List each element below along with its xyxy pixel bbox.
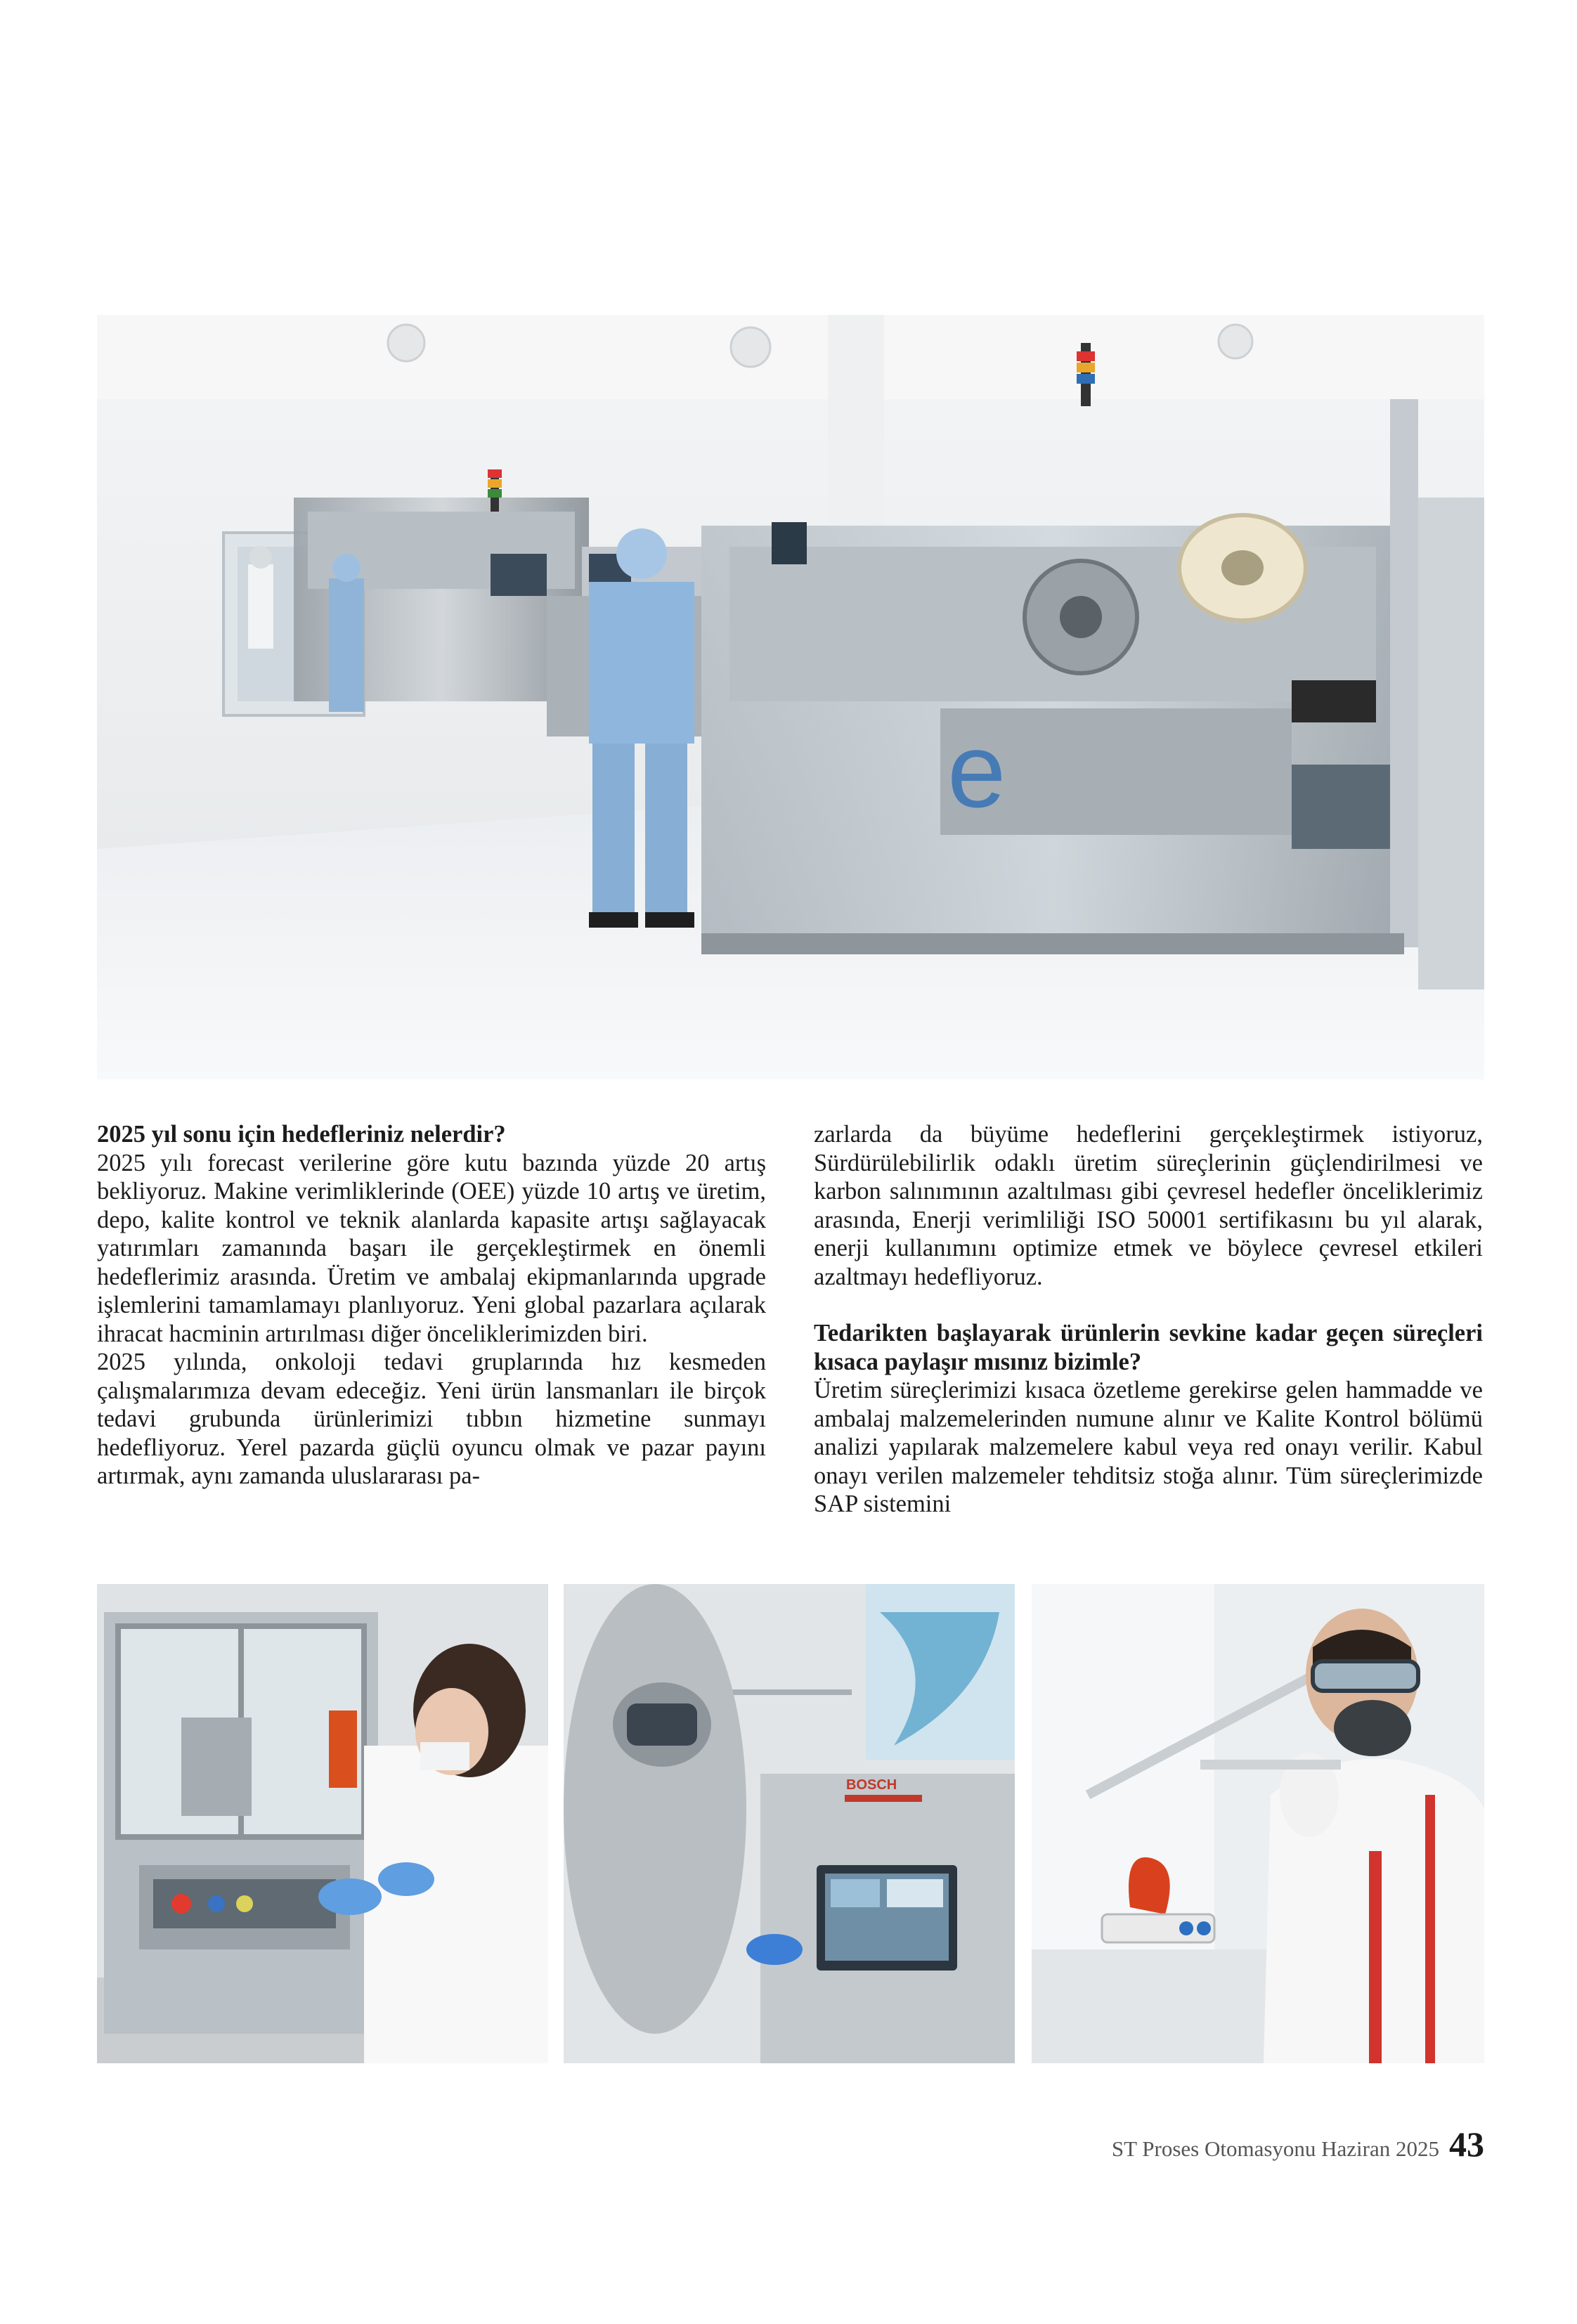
body-paragraph: 2025 yılında, onkoloji tedavi gruplarında hız kesmeden çalışmalarımıza devam edeceğiz. Yeni ürün lansmanları ile birçok tedavi grubunda ürünlerimizi tıbbın hizmetine sunmayı hedefliyoruz. Yerel pazarda güçlü oyuncu olmak ve pazar payını artırmak, aynı zamanda uluslararası pa- <box>97 1349 766 1489</box>
photo-operator-touch-panel <box>564 1584 1015 2063</box>
page-number: 43 <box>1449 2124 1484 2164</box>
photo-lab-technician-protective-suit <box>1032 1584 1484 2063</box>
bosch-brand-label: BOSCH <box>846 1777 897 1793</box>
body-paragraph: zarlarda da büyüme hedeflerini gerçekleştirmek istiyoruz, Sürdürülebilirlik odaklı üretim süreçlerinin güçlendirilmesi ve karbon salınımının azaltılması gibi çevresel hedefler önceliklerimiz arasında, Enerji verimliliği ISO 50001 sertifikasını bu yıl alarak, enerji kullanımını optimize etmek ve böylece çevresel etkileri azaltmayı hedefliyoruz. <box>814 1121 1483 1290</box>
article-column-right <box>814 1120 1483 1519</box>
body-paragraph: Üretim süreçlerimizi kısaca özetleme gerekirse gelen hammadde ve ambalaj malzemelerinden numune alınır ve Kalite Kontrol bölümü analizi yapılarak malzemelere kabul veya red onayı verilir. Kabul onayı verilen malzemeler tehditsiz stoğa alınır. Tüm süreçlerimizde SAP sistemini <box>814 1377 1483 1517</box>
page-footer <box>1112 2124 1484 2164</box>
article-column-left <box>97 1120 766 1491</box>
question-heading: 2025 yıl sonu için hedefleriniz nelerdir? <box>97 1121 506 1148</box>
photo-tablet-press-operator <box>97 1584 548 2063</box>
paragraph-gap <box>814 1291 1483 1319</box>
publication-name: ST Proses Otomasyonu Haziran 2025 <box>1111 2136 1439 2161</box>
question-heading: Tedarikten başlayarak ürünlerin sevkine kadar geçen süreçleri kısaca paylaşır mısınız bizimle? <box>814 1320 1483 1375</box>
svg-text:e: e <box>947 711 1006 829</box>
photo-cleanroom-packaging-line <box>97 315 1484 1079</box>
body-paragraph: 2025 yılı forecast verilerine göre kutu bazında yüzde 20 artış bekliyoruz. Makine verimliklerinde (OEE) yüzde 10 artış ve üretim, depo, kalite kontrol ve teknik alanlarda kapasite artışı sağlayacak yatırımları zamanında başarı ile gerçekleştirmek en önemli hedeflerimiz arasında. Üretim ve ambalaj ekipmanlarında upgrade işlemlerini tamamlamayı planlıyoruz. Yeni global pazarlara açılarak ihracat hacminin artırılması diğer önceliklerimizden biri. <box>97 1149 766 1347</box>
